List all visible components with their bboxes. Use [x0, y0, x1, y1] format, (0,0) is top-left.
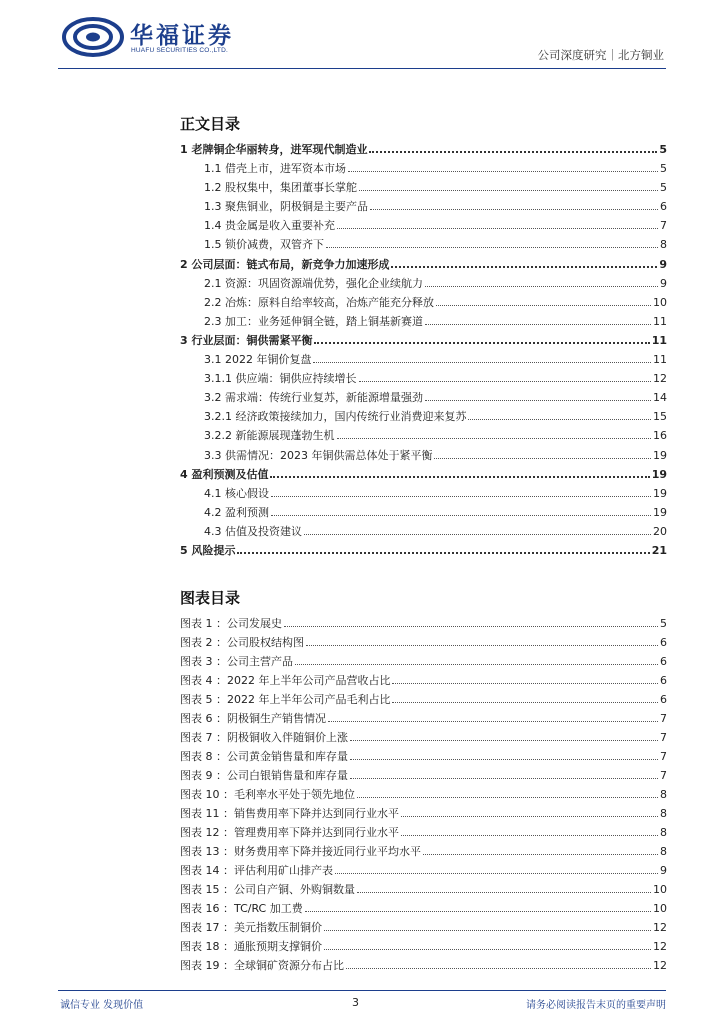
toc-item[interactable]: 1.1 借壳上市，进军资本市场 5 [204, 162, 667, 176]
figure-item[interactable]: 图表 8 ：公司黄金销售量和库存量 7 [180, 750, 667, 763]
footer-slogan: 诚信专业 发现价值 [60, 1000, 144, 1011]
figure-item[interactable]: 图表 13 ：财务费用率下降并接近同行业平均水平 8 [180, 845, 667, 858]
figure-item[interactable]: 图表 11 ：销售费用率下降并达到同行业水平 8 [180, 807, 667, 820]
toc-item[interactable]: 2 公司层面：链式布局，新竞争力加速形成 9 [180, 257, 667, 271]
figure-item[interactable]: 图表 16 ：TC/RC 加工费 10 [180, 902, 667, 915]
brand-name-en: HUAFU SECURITIES CO.,LTD. [131, 47, 228, 54]
toc-item[interactable]: 3.2.1 经济政策接续加力，国内传统行业消费迎来复苏 15 [204, 410, 667, 424]
figure-item[interactable]: 图表 12 ：管理费用率下降并达到同行业水平 8 [180, 826, 667, 839]
toc-item[interactable]: 4 盈利预测及估值 19 [180, 467, 667, 481]
toc-item[interactable]: 4.2 盈利预测 19 [204, 505, 667, 519]
toc-item[interactable]: 4.3 估值及投资建议 20 [204, 524, 667, 538]
toc-item[interactable]: 1.5 锁价减费，双管齐下 8 [204, 238, 667, 252]
page-number: 3 [352, 996, 359, 1009]
figure-item[interactable]: 图表 5 ：2022 年上半年公司产品毛利占比 6 [180, 693, 667, 706]
figure-list [180, 615, 667, 976]
toc-item[interactable]: 2.2 冶炼：原料自给率较高，冶炼产能充分释放 10 [204, 295, 667, 309]
toc-item[interactable]: 1 老牌铜企华丽转身，进军现代制造业 5 [180, 143, 667, 156]
toc-item[interactable]: 3.2.2 新能源展现蓬勃生机 16 [204, 429, 667, 443]
figure-item[interactable]: 图表 14 ：评估利用矿山排产表 9 [180, 864, 667, 877]
figure-item[interactable]: 图表 7 ：阴极铜收入伴随铜价上涨 7 [180, 731, 667, 744]
figure-item[interactable]: 图表 18 ：通胀预期支撑铜价 12 [180, 940, 667, 953]
page-header [0, 0, 724, 70]
toc-item[interactable]: 4.1 核心假设 19 [204, 486, 667, 500]
toc-item[interactable]: 3.1.1 供应端：铜供应持续增长 12 [204, 372, 667, 386]
toc-item[interactable]: 1.3 聚焦铜业，阴极铜是主要产品 6 [204, 200, 667, 214]
toc-item[interactable]: 3.2 需求端：传统行业复苏，新能源增量强劲 14 [204, 391, 667, 405]
figure-item[interactable]: 图表 6 ：阴极铜生产销售情况 7 [180, 712, 667, 725]
report-tag: 公司深度研究｜北方铜业 [537, 48, 664, 62]
huafu-logo-icon [62, 17, 124, 57]
toc-item[interactable]: 3 行业层面：铜供需紧平衡 11 [180, 333, 667, 347]
toc-item[interactable]: 1.4 贵金属是收入重要补充 7 [204, 219, 667, 233]
figure-item[interactable]: 图表 17 ：美元指数压制铜价 12 [180, 921, 667, 934]
toc-item[interactable]: 1.2 股权集中，集团董事长掌舵 5 [204, 181, 667, 195]
figure-item[interactable]: 图表 19 ：全球铜矿资源分布占比 12 [180, 959, 667, 972]
toc-item[interactable]: 3.3 供需情况：2023 年铜供需总体处于紧平衡 19 [204, 448, 667, 462]
footer-divider [58, 990, 666, 991]
toc-item[interactable]: 3.1 2022 年铜价复盘 11 [204, 353, 667, 367]
footer-disclaimer: 请务必阅读报告末页的重要声明 [526, 1000, 666, 1011]
figures-title: 图表目录 [180, 589, 241, 607]
toc-item[interactable]: 2.1 资源：巩固资源端优势，强化企业续航力 9 [204, 276, 667, 290]
toc-list [180, 141, 667, 561]
toc-item[interactable]: 5 风险提示 21 [180, 543, 667, 557]
brand-name-cn: 华福证券 [130, 22, 234, 49]
figure-item[interactable]: 图表 3 ：公司主营产品 6 [180, 655, 667, 668]
toc-item[interactable]: 2.3 加工：业务延伸铜全链，踏上铜基新赛道 11 [204, 314, 667, 328]
figure-item[interactable]: 图表 9 ：公司白银销售量和库存量 7 [180, 769, 667, 782]
figure-item[interactable]: 图表 15 ：公司自产铜、外购铜数量 10 [180, 883, 667, 896]
toc-title: 正文目录 [180, 115, 241, 133]
figure-item[interactable]: 图表 2 ：公司股权结构图 6 [180, 636, 667, 649]
figure-item[interactable]: 图表 4 ：2022 年上半年公司产品营收占比 6 [180, 674, 667, 687]
figure-item[interactable]: 图表 10 ：毛利率水平处于领先地位 8 [180, 788, 667, 801]
header-divider [58, 68, 666, 69]
figure-item[interactable]: 图表 1 ：公司发展史 5 [180, 617, 667, 630]
